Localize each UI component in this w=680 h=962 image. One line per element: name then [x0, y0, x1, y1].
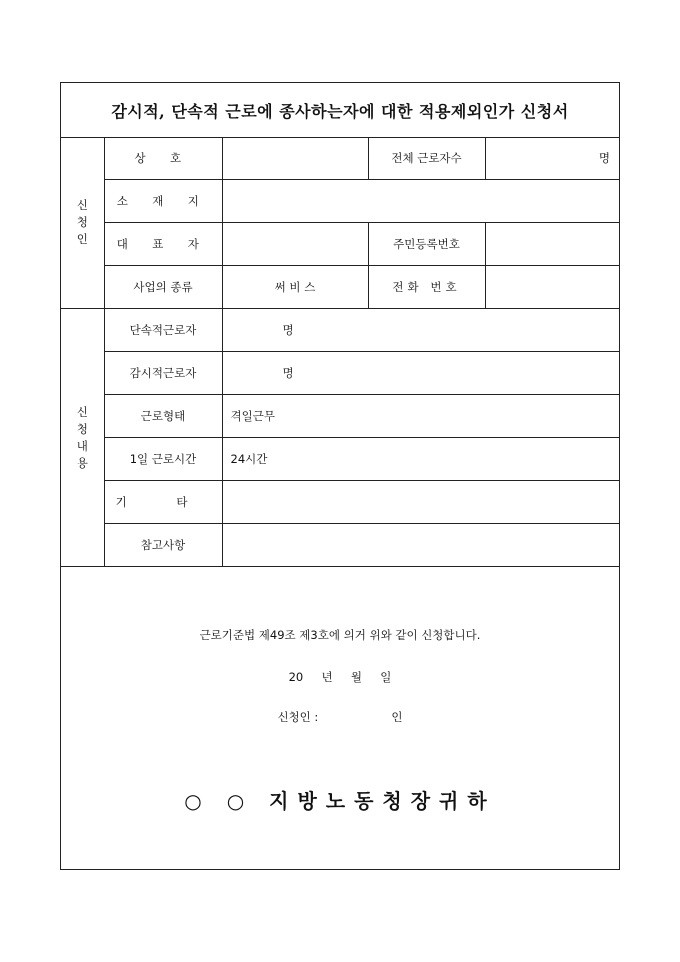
application-form: [60, 82, 620, 870]
work-form-field[interactable]: 격일근무: [222, 395, 620, 438]
applicant-signature-line: 신청인 : 인: [277, 710, 403, 724]
phone-field[interactable]: [485, 266, 620, 309]
intermittent-workers-label: 단속적근로자: [104, 309, 222, 352]
resident-number-label: 주민등록번호: [368, 223, 485, 266]
notes-label: 참고사항: [104, 524, 222, 567]
intermittent-workers-field[interactable]: 명: [222, 309, 620, 352]
surveillance-workers-field[interactable]: 명: [222, 352, 620, 395]
representative-label: 대 표 자: [104, 223, 222, 266]
work-form-label: 근로형태: [104, 395, 222, 438]
daily-hours-field[interactable]: 24시간: [222, 438, 620, 481]
business-type-label: 사업의 종류: [104, 266, 222, 309]
other-field[interactable]: [222, 481, 620, 524]
company-field[interactable]: [222, 137, 368, 180]
application-group-label: 신 청 내 용: [61, 309, 104, 567]
location-label: 소 재 지: [104, 180, 222, 223]
application-section: [61, 309, 620, 567]
total-workers-label: 전체 근로자수: [368, 137, 485, 180]
declaration-section: [61, 566, 619, 871]
company-label: 상 호: [104, 137, 222, 180]
declaration-statement: 근로기준법 제49조 제3호에 의거 위와 같이 신청합니다.: [199, 628, 481, 642]
resident-number-field[interactable]: [485, 223, 620, 266]
location-field[interactable]: [222, 180, 620, 223]
daily-hours-label: 1일 근로시간: [104, 438, 222, 481]
applicant-group-label: 신 청 인: [61, 137, 104, 309]
date-line: 20 년 월 일: [288, 670, 392, 684]
other-label: 기 타: [104, 481, 222, 524]
applicant-section: [61, 137, 620, 309]
phone-label: 전화 번호: [368, 266, 485, 309]
surveillance-workers-label: 감시적근로자: [104, 352, 222, 395]
representative-field[interactable]: [222, 223, 368, 266]
addressee: ○ ○ 지방노동청장귀하: [184, 789, 496, 813]
notes-field[interactable]: [222, 524, 620, 567]
business-type-field[interactable]: 써 비 스: [222, 266, 368, 309]
form-title: 감시적, 단속적 근로에 종사하는자에 대한 적용제외인가 신청서: [61, 83, 619, 138]
total-workers-field[interactable]: 명: [485, 137, 620, 180]
